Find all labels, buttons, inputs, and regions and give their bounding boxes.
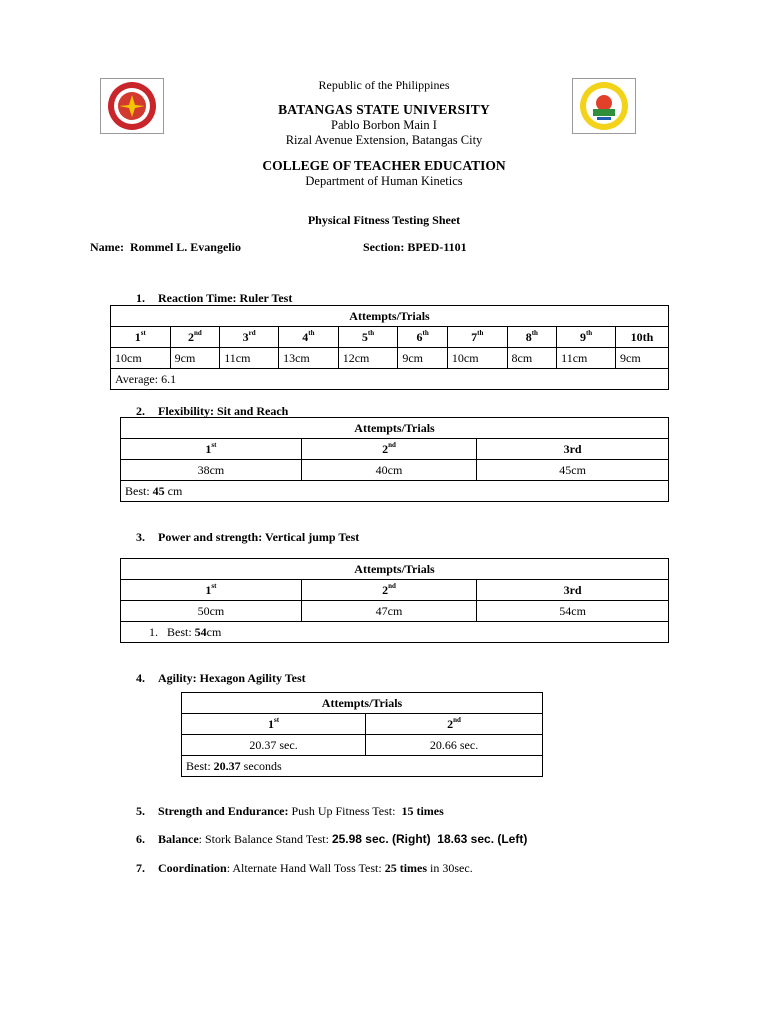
trial-value: 13cm <box>279 348 339 369</box>
item-value: 15 times <box>401 804 444 818</box>
trial-header: 2nd <box>170 327 220 348</box>
item-label: Coordination <box>158 861 227 875</box>
department-name: Department of Human Kinetics <box>305 174 463 188</box>
item-label: Strength and Endurance: <box>158 804 289 818</box>
trial-header: 7th <box>447 327 507 348</box>
item-value: 25 times <box>384 861 428 875</box>
best-unit: cm <box>167 483 183 498</box>
section-number: 3. <box>136 530 145 544</box>
item-text: : Stork Balance Stand Test: <box>198 832 332 846</box>
average-cell: Average: 6.1 <box>111 369 669 390</box>
trial-value: 9cm <box>616 348 669 369</box>
student-section <box>363 240 467 255</box>
ordinal-suffix: st <box>211 440 217 449</box>
trial-value: 11cm <box>220 348 279 369</box>
best-value: 20.37 <box>213 758 241 773</box>
best-cell <box>182 756 543 777</box>
item-number: 7. <box>136 861 145 875</box>
ordinal-suffix: nd <box>194 328 202 337</box>
agility-title <box>136 671 306 686</box>
trial-header: 8th <box>507 327 557 348</box>
flexibility-table <box>120 417 669 502</box>
best-label: Best: <box>186 758 211 773</box>
trial-value: 10cm <box>447 348 507 369</box>
ordinal-suffix: rd <box>248 328 256 337</box>
ordinal-suffix: th <box>308 328 315 337</box>
trial-header: 1st <box>121 439 302 460</box>
trial-value: 47cm <box>301 601 476 622</box>
agility-table <box>181 692 543 777</box>
section-number: 4. <box>136 671 145 685</box>
trial-header: 1st <box>182 714 366 735</box>
trial-header: 2nd <box>301 580 476 601</box>
trial-header: 10th <box>616 327 669 348</box>
section-title: Agility: Hexagon Agility Test <box>158 671 306 685</box>
ordinal-suffix: th <box>477 328 484 337</box>
ordinal-suffix: st <box>274 715 280 724</box>
ordinal-suffix: th <box>531 328 538 337</box>
trial-value: 12cm <box>338 348 398 369</box>
best-value: 54 <box>194 624 207 639</box>
ordinal-suffix: nd <box>453 715 461 724</box>
result-balance <box>136 832 527 847</box>
section-title: Power and strength: Vertical jump Test <box>158 530 360 544</box>
section-title: Reaction Time: Ruler Test <box>158 291 293 305</box>
trial-value: 40cm <box>301 460 476 481</box>
trial-value: 45cm <box>477 460 669 481</box>
trial-header: 3rd <box>477 439 669 460</box>
trial-value: 50cm <box>121 601 302 622</box>
reaction-table <box>110 305 669 390</box>
ordinal-suffix: th <box>422 328 429 337</box>
best-cell <box>121 481 669 502</box>
name-value: Rommel L. Evangelio <box>129 240 241 254</box>
trial-value: 8cm <box>507 348 557 369</box>
reaction-title <box>136 291 292 306</box>
trial-value: 11cm <box>557 348 616 369</box>
trial-header: 3rd <box>477 580 669 601</box>
republic-line: Republic of the Philippines <box>318 78 450 92</box>
table-header: Attempts/Trials <box>182 693 543 714</box>
table-header: Attempts/Trials <box>121 559 669 580</box>
best-prefix: 1. <box>149 624 158 639</box>
college-name: COLLEGE OF TEACHER EDUCATION <box>262 158 506 173</box>
ordinal-suffix: nd <box>388 440 396 449</box>
item-tail: in 30sec. <box>427 861 473 875</box>
section-title: Flexibility: Sit and Reach <box>158 404 289 418</box>
section-number: 1. <box>136 291 145 305</box>
power-title <box>136 530 359 545</box>
ordinal-suffix: st <box>211 581 217 590</box>
trial-header: 3rd <box>220 327 279 348</box>
trial-header: 2nd <box>366 714 543 735</box>
trial-value: 9cm <box>170 348 220 369</box>
best-label: Best: <box>125 483 150 498</box>
student-name <box>90 240 241 255</box>
trial-header: 1st <box>111 327 171 348</box>
best-unit: cm <box>206 624 222 639</box>
trial-value: 10cm <box>111 348 171 369</box>
best-cell <box>121 622 669 643</box>
sheet-title: Physical Fitness Testing Sheet <box>307 213 461 227</box>
best-unit: seconds <box>243 758 282 773</box>
best-value: 45 <box>152 483 165 498</box>
ordinal-suffix: th <box>585 328 593 337</box>
best-label: Best: <box>167 624 192 639</box>
result-strength <box>136 804 444 819</box>
trial-header: 5th <box>338 327 398 348</box>
item-value: 25.98 sec. (Right) 18.63 sec. (Left) <box>331 832 528 846</box>
trial-value: 38cm <box>121 460 302 481</box>
university-name: BATANGAS STATE UNIVERSITY <box>278 102 490 117</box>
section-label: Section: <box>363 240 405 254</box>
trial-value: 54cm <box>477 601 669 622</box>
item-label: Balance <box>158 832 199 846</box>
trial-value: 9cm <box>398 348 448 369</box>
section-number: 2. <box>136 404 145 418</box>
campus-name: Pablo Borbon Main I <box>331 118 437 132</box>
power-table <box>120 558 669 643</box>
name-label: Name: <box>90 240 124 254</box>
trial-value: 20.37 sec. <box>182 735 366 756</box>
trial-header: 1st <box>121 580 302 601</box>
table-header: Attempts/Trials <box>111 306 669 327</box>
trial-header: 6th <box>398 327 448 348</box>
trial-header: 4th <box>279 327 339 348</box>
trial-header: 2nd <box>301 439 476 460</box>
campus-address: Rizal Avenue Extension, Batangas City <box>285 133 483 147</box>
trial-header-row <box>111 327 669 348</box>
section-value: BPED-1101 <box>407 240 467 254</box>
trial-value-row <box>111 348 669 369</box>
trial-value: 20.66 sec. <box>366 735 543 756</box>
trial-header: 9th <box>557 327 616 348</box>
item-number: 5. <box>136 804 145 818</box>
item-text: Push Up Fitness Test: <box>288 804 402 818</box>
table-header: Attempts/Trials <box>121 418 669 439</box>
ordinal-suffix: th <box>367 328 375 337</box>
ordinal-suffix: st <box>140 328 146 337</box>
item-number: 6. <box>136 832 145 846</box>
item-text: : Alternate Hand Wall Toss Test: <box>226 861 385 875</box>
ordinal-suffix: nd <box>388 581 396 590</box>
result-coordination <box>136 861 473 876</box>
